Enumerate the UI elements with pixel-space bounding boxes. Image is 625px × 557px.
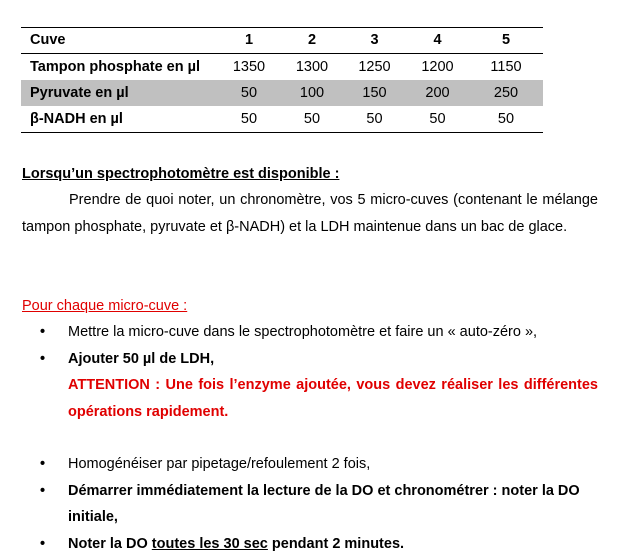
step-text-pre: Noter la DO xyxy=(68,536,152,552)
table-header-row xyxy=(21,27,543,54)
table-header-cell: 4 xyxy=(406,27,469,54)
step-text-post: pendant 2 minutes. xyxy=(268,536,404,552)
table-header-cell: 1 xyxy=(217,27,281,54)
table-cell: 150 xyxy=(343,80,406,106)
section-title-spectro: Lorsqu’un spectrophotomètre est disponible : xyxy=(22,161,598,188)
table-cell: 1300 xyxy=(281,54,343,81)
row-label: Tampon phosphate en µl xyxy=(21,54,217,81)
warning-item xyxy=(40,372,598,425)
table-cell: 100 xyxy=(281,80,343,106)
step-text-underlined: toutes les 30 sec xyxy=(152,536,268,552)
warning-text: ATTENTION : Une fois l’enzyme ajoutée, vous devez réaliser les différentes opérations rapidement. xyxy=(68,372,598,425)
table-row xyxy=(21,54,543,81)
table-cell: 1350 xyxy=(217,54,281,81)
row-label: β-NADH en µl xyxy=(21,106,217,133)
table-cell: 1250 xyxy=(343,54,406,81)
table-cell: 50 xyxy=(281,106,343,133)
section-title-microcuve: Pour chaque micro-cuve : xyxy=(22,293,598,320)
table-cell: 1200 xyxy=(406,54,469,81)
bullet-icon: • xyxy=(40,478,45,505)
instructions-paragraph: Prendre de quoi noter, un chronomètre, vos 5 micro-cuves (contenant le mélange tampon phosphate, pyruvate et β-NADH) et la LDH maintenue dans un bac de glace. xyxy=(22,187,598,240)
list-item xyxy=(40,478,598,531)
cuve-table xyxy=(21,27,543,133)
table-header-cell: 5 xyxy=(469,27,543,54)
table-cell: 50 xyxy=(469,106,543,133)
step-text: Ajouter 50 µl de LDH, xyxy=(68,351,214,367)
table-row xyxy=(21,80,543,106)
list-item xyxy=(40,319,598,346)
list-item xyxy=(40,531,598,557)
bullet-icon: • xyxy=(40,319,45,346)
table-header-cell: 2 xyxy=(281,27,343,54)
steps-list xyxy=(40,319,598,557)
step-text: Homogénéiser par pipetage/refoulement 2 fois, xyxy=(68,456,370,472)
table-cell: 50 xyxy=(217,80,281,106)
step-text: Mettre la micro-cuve dans le spectrophotomètre et faire un « auto-zéro », xyxy=(68,324,537,340)
table-cell: 250 xyxy=(469,80,543,106)
table-header-cell: 3 xyxy=(343,27,406,54)
bullet-icon: • xyxy=(40,531,45,557)
step-text: Démarrer immédiatement la lecture de la DO et chronométrer : noter la DO initiale, xyxy=(68,483,580,526)
table-row xyxy=(21,106,543,133)
table-cell: 1150 xyxy=(469,54,543,81)
row-label: Pyruvate en µl xyxy=(21,80,217,106)
table-cell: 50 xyxy=(406,106,469,133)
table-cell: 50 xyxy=(343,106,406,133)
list-item xyxy=(40,346,598,373)
table-header-cell: Cuve xyxy=(21,27,217,54)
table-cell: 200 xyxy=(406,80,469,106)
bullet-icon: • xyxy=(40,346,45,373)
list-item xyxy=(40,451,598,478)
bullet-icon: • xyxy=(40,451,45,478)
table-cell: 50 xyxy=(217,106,281,133)
